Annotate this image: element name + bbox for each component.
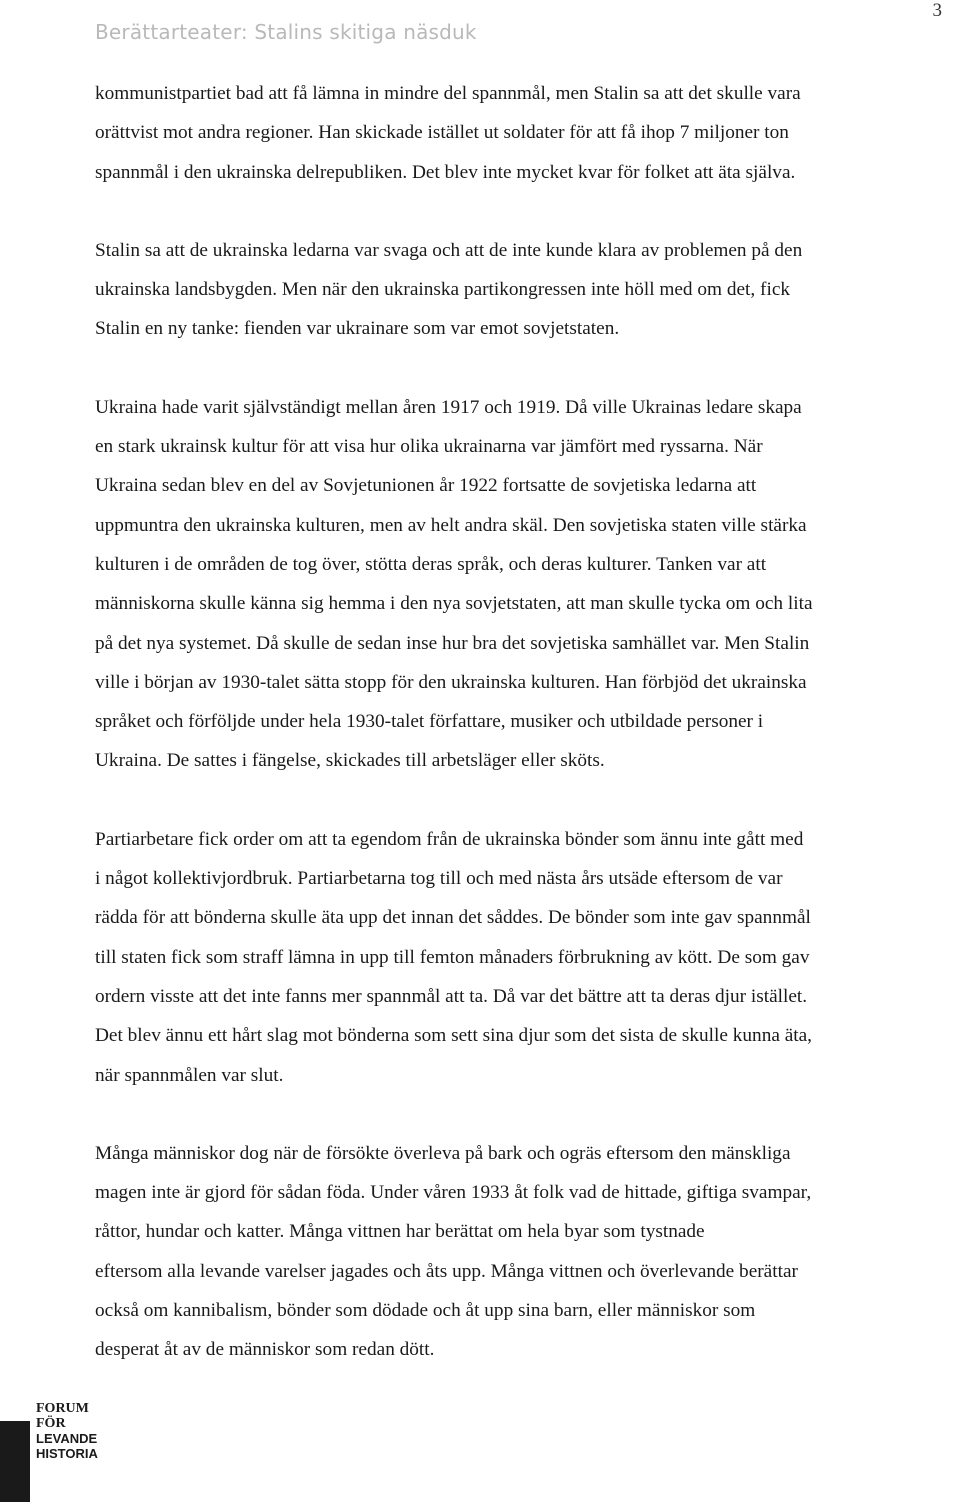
paragraph-1 [95,74,945,192]
text-line: en stark ukrainsk kultur för att visa hur olika ukrainarna var jämfört med ryssarna. När [95,436,763,458]
text-line: på det nya systemet. Då skulle de sedan inse hur bra det sovjetiska samhället var. Men Stalin [95,632,810,654]
text-line: orättvist mot andra regioner. Han skickade istället ut soldater för att få ihop 7 miljoner ton [95,122,789,144]
text-line: ukrainska landsbygden. Men när den ukrainska partikongressen inte höll med om det, fick [95,279,791,301]
logo-bar-shape [0,1421,30,1502]
text-line: Ukraina sedan blev en del av Sovjetunionen år 1922 fortsatte de sovjetiska ledarna att [95,475,757,497]
text-line: Stalin en ny tanke: fienden var ukrainare som var emot sovjetstaten. [95,318,620,340]
logo-line-historia: HISTORIA [36,1446,98,1461]
paragraph-gap [95,349,945,388]
text-line: magen inte är gjord för sådan föda. Under våren 1933 åt folk vad de hittade, giftiga svampar, [95,1182,812,1204]
text-line: också om kannibalism, bönder som dödade och åt upp sina barn, eller människor som [95,1300,756,1322]
paragraph-5 [95,1134,945,1370]
paragraph-gap [95,1095,945,1134]
text-line: Många människor dog när de försökte överleva på bark och ogräs eftersom den mänskliga [95,1142,791,1164]
logo-line-forum: FORUM [36,1401,89,1416]
page-number: 3 [932,0,942,21]
text-line: till staten fick som straff lämna in upp till femton månaders förbrukning av kött. De som gav [95,946,810,968]
text-line: Partiarbetare fick order om att ta egendom från de ukrainska bönder som ännu inte gått med [95,828,804,850]
text-line: språket och förföljde under hela 1930-talet författare, musiker och utbildade personer i [95,711,764,733]
logo-line-for: FÖR [36,1416,66,1431]
text-line: desperat åt av de människor som redan dött. [95,1339,435,1361]
text-line: kulturen i de områden de tog över, stötta deras språk, och deras kulturer. Tanken var att [95,553,767,575]
text-line: rädda för att bönderna skulle äta upp det innan det såddes. De bönder som inte gav spannmål [95,907,811,929]
forum-for-levande-historia-logo [0,1395,120,1502]
paragraph-gap [95,192,945,231]
text-line: människorna skulle känna sig hemma i den nya sovjetstaten, att man skulle tycka om och lita [95,593,813,615]
paragraph-gap [95,781,945,820]
text-line: Stalin sa att de ukrainska ledarna var svaga och att de inte kunde klara av problemen på den [95,239,803,261]
logo-line-levande: LEVANDE [36,1431,98,1446]
paragraph-4 [95,820,945,1095]
paragraph-2 [95,231,945,349]
paragraph-3 [95,388,945,781]
text-line: ordern visste att det inte fanns mer spannmål att ta. Då var det bättre att ta deras djur istället. [95,985,808,1007]
text-line: i något kollektivjordbruk. Partiarbetarna tog till och med nästa års utsäde eftersom de var [95,868,783,890]
text-line: spannmål i den ukrainska delrepubliken. Det blev inte mycket kvar för folket att äta själva. [95,161,796,183]
text-line: eftersom alla levande varelser jagades och åts upp. Många vittnen och överlevande berättar [95,1260,798,1282]
text-line: när spannmålen var slut. [95,1064,284,1086]
text-line: råttor, hundar och katter. Många vittnen har berättat om hela byar som tystnade [95,1221,705,1243]
text-line: ville i början av 1930-talet sätta stopp för den ukrainska kulturen. Han förbjöd det ukrainska [95,671,807,693]
text-line: kommunistpartiet bad att få lämna in mindre del spannmål, men Stalin sa att det skulle vara [95,83,801,104]
text-line: Ukraina. De sattes i fängelse, skickades till arbetsläger eller sköts. [95,750,605,772]
text-line: Ukraina hade varit självständigt mellan åren 1917 och 1919. Då ville Ukrainas ledare skapa [95,396,802,418]
logo-text [36,1401,98,1461]
document-title: Berättarteater: Stalins skitiga näsduk [95,20,477,44]
text-line: uppmuntra den ukrainska kulturen, men av helt andra skäl. Den sovjetiska staten ville stärka [95,514,807,536]
text-line: Det blev ännu ett hårt slag mot bönderna som sett sina djur som det sista de skulle kunna äta, [95,1025,813,1047]
document-body [95,74,945,1370]
